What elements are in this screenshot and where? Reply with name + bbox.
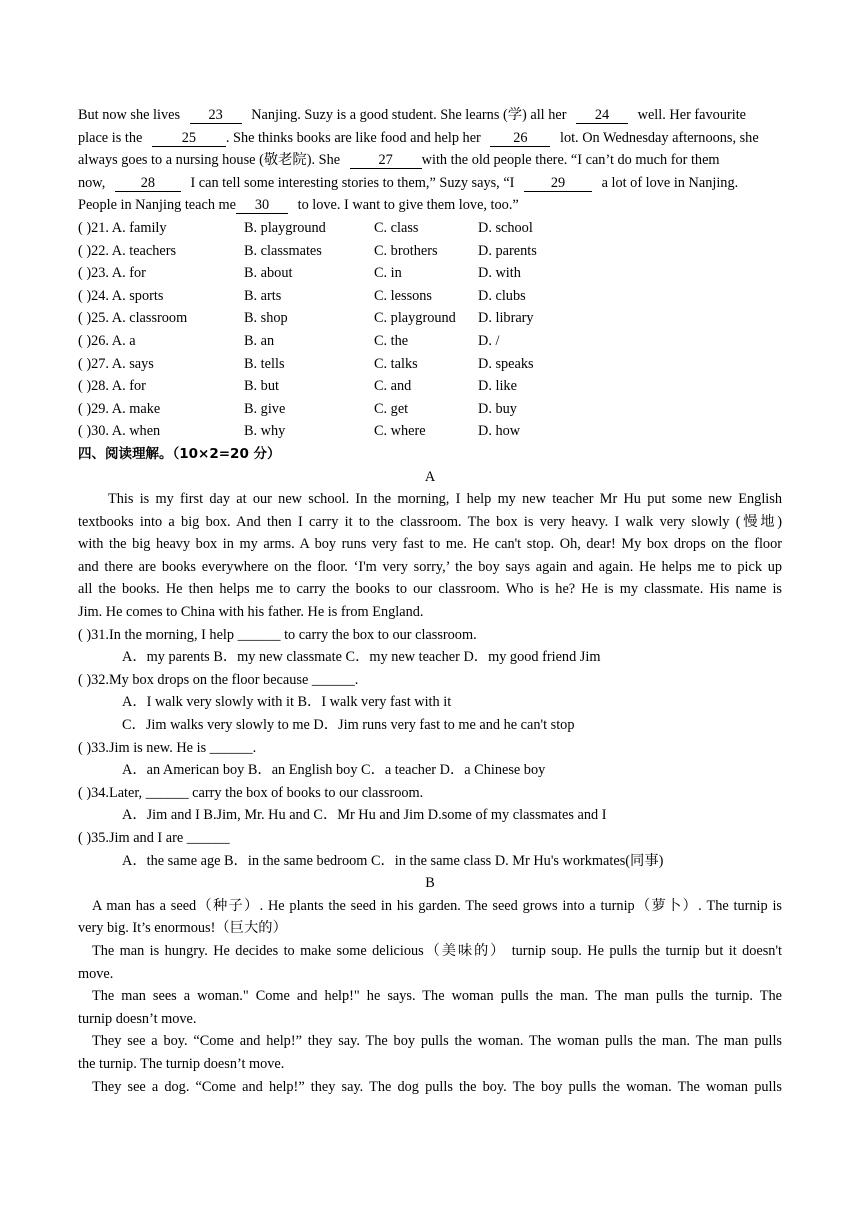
question-stem: ( )31.In the morning, I help ______ to carry the box to our classroom.	[78, 626, 477, 643]
option-d: D. speaks	[478, 355, 534, 372]
question-row	[78, 217, 782, 240]
option-c: C. where	[374, 423, 426, 440]
question-number-option-a: ( )30. A. when	[78, 423, 161, 440]
question-number-option-a: ( )22. A. teachers	[78, 242, 177, 259]
option-c: C. the	[374, 332, 409, 349]
option-d: D. clubs	[478, 287, 526, 304]
text: But now she lives	[78, 107, 181, 123]
section-heading: 四、阅读理解。（10×2=20 分）	[78, 445, 281, 462]
exam-page	[78, 104, 782, 1098]
text: to love. I want to give them love, too.”	[297, 197, 519, 214]
text: Nanjing. Suzy is a good student. She learns (学) all her	[251, 107, 567, 123]
text: People in Nanjing teach me	[78, 197, 237, 214]
option-d: D. buy	[478, 400, 517, 417]
option-b: B. classmates	[244, 242, 322, 259]
option-c: C. playground	[374, 310, 456, 327]
part-a-label: A	[424, 468, 436, 485]
text: always goes to a nursing house (敬老院). She	[78, 152, 341, 169]
text: lot. On Wednesday afternoons, she	[559, 129, 759, 146]
text: a lot of love in Nanjing.	[601, 174, 739, 191]
question-number-option-a: ( )23. A. for	[78, 265, 146, 282]
blank-29: 29	[524, 175, 592, 192]
question-row	[78, 285, 782, 308]
question-row	[78, 262, 782, 285]
passage-a-line: textbooks into a big box. And then I carry it to the classroom. The box is very heavy. I walk very slowly (慢地)	[78, 513, 782, 530]
blank-25: 25	[152, 130, 226, 147]
passage-b-line: They see a dog. “Come and help!” they say. The dog pulls the boy. The boy pulls the woman. The woman pulls	[92, 1078, 782, 1095]
question-row	[78, 353, 782, 376]
passage-a-line: all the books. He then helps me to carry the books to our classroom. Who is he? He is my classmate. His name is	[78, 581, 782, 598]
option-d: D. how	[478, 423, 521, 440]
passage-b-line: The man sees a woman." Come and help!" he says. The woman pulls the man. The man pulls the turnip. The	[92, 988, 782, 1005]
option-b: B. why	[244, 423, 286, 440]
option-b: B. tells	[244, 355, 285, 372]
option-b: B. arts	[244, 287, 282, 304]
question-stem: ( )35.Jim and I are ______	[78, 830, 230, 846]
passage-b-line: move.	[78, 965, 114, 982]
blank-23: 23	[190, 107, 242, 124]
question-row	[78, 420, 782, 443]
question-stem: ( )33.Jim is new. He is ______.	[78, 739, 257, 756]
option-b: B. playground	[244, 219, 326, 236]
passage-a-line: and there are books everywhere on the floor. ‘I'm very sorry,’ the boy says again and again. He helps me to pick up	[78, 558, 782, 575]
passage-a-line: This is my first day at our new school. In the morning, I help my new teacher Mr Hu put some new English	[108, 491, 782, 508]
text: well. Her favourite	[637, 107, 747, 123]
question-stem: ( )34.Later, ______ carry the box of books to our classroom.	[78, 784, 424, 801]
option-b: B. about	[244, 265, 293, 282]
question-number-option-a: ( )29. A. make	[78, 400, 161, 417]
question-options: A．Jim and I B.Jim, Mr. Hu and C．Mr Hu and Jim D.some of my classmates and I	[122, 807, 607, 824]
question-number-option-a: ( )21. A. family	[78, 219, 167, 236]
text: now,	[78, 174, 106, 191]
passage-b	[78, 895, 782, 1098]
text: I can tell some interesting stories to them,” Suzy says, “I	[190, 174, 515, 191]
passage-b-line: the turnip. The turnip doesn’t move.	[78, 1055, 285, 1072]
passage-b-line: They see a boy. “Come and help!” they say. The boy pulls the woman. The woman pulls the man. The man pulls	[92, 1033, 782, 1050]
questions-a	[78, 624, 782, 873]
passage-b-line: A man has a seed（种子）. He plants the seed in his garden. The seed grows into a turnip（萝卜）. The turnip is	[92, 897, 782, 914]
passage-b-line: turnip doesn’t move.	[78, 1010, 197, 1027]
cloze-questions	[78, 217, 782, 443]
option-c: C. brothers	[374, 242, 438, 259]
option-d: D. like	[478, 378, 517, 395]
option-c: C. talks	[374, 355, 418, 372]
question-number-option-a: ( )24. A. sports	[78, 287, 164, 304]
blank-28: 28	[115, 175, 181, 192]
question-options: A．an American boy B．an English boy C．a teacher D．a Chinese boy	[122, 762, 546, 779]
text: . She thinks books are like food and help her	[225, 129, 481, 146]
cloze-line-2	[78, 127, 782, 150]
passage-a	[78, 488, 782, 624]
question-number-option-a: ( )27. A. says	[78, 355, 154, 372]
option-d: D. parents	[478, 242, 537, 259]
question-number-option-a: ( )25. A. classroom	[78, 310, 188, 327]
option-d: D. /	[478, 332, 500, 349]
option-c: C. class	[374, 219, 419, 236]
option-c: C. and	[374, 378, 412, 395]
part-b-label: B	[425, 875, 435, 892]
option-c: C. in	[374, 265, 402, 282]
blank-27: 27	[350, 152, 422, 169]
question-row	[78, 307, 782, 330]
question-row	[78, 375, 782, 398]
passage-b-line: The man is hungry. He decides to make some delicious（美味的） turnip soup. He pulls the turnip but it doesn't	[92, 942, 782, 959]
cloze-line-1	[78, 104, 782, 127]
text: with the old people there. “I can’t do much for them	[421, 152, 720, 169]
option-d: D. with	[478, 265, 521, 282]
question-stem: ( )32.My box drops on the floor because ______.	[78, 671, 359, 688]
question-row	[78, 330, 782, 353]
passage-b-line: very big. It’s enormous!（巨大的）	[78, 920, 287, 937]
blank-24: 24	[576, 107, 628, 124]
question-options: A．the same age B．in the same bedroom C．in the same class D. Mr Hu's workmates(同事)	[122, 852, 664, 869]
question-options: A．I walk very slowly with it B．I walk very fast with it	[122, 694, 452, 711]
cloze-line-4	[78, 172, 782, 195]
option-b: B. give	[244, 400, 286, 417]
question-number-option-a: ( )26. A. a	[78, 332, 136, 349]
option-b: B. but	[244, 378, 279, 395]
option-c: C. lessons	[374, 287, 432, 304]
option-d: D. library	[478, 310, 534, 327]
question-options: C．Jim walks very slowly to me D．Jim runs very fast to me and he can't stop	[122, 717, 575, 734]
blank-26: 26	[490, 130, 550, 147]
question-row	[78, 398, 782, 421]
blank-30: 30	[236, 197, 288, 214]
option-b: B. shop	[244, 310, 288, 327]
question-number-option-a: ( )28. A. for	[78, 378, 146, 395]
option-c: C. get	[374, 400, 409, 417]
option-b: B. an	[244, 332, 275, 349]
question-row	[78, 240, 782, 263]
cloze-line-5	[78, 194, 782, 217]
passage-a-line: Jim. He comes to China with his father. He is from England.	[78, 604, 424, 621]
text: place is the	[78, 129, 143, 146]
option-d: D. school	[478, 219, 533, 236]
question-options: A．my parents B．my new classmate C．my new teacher D．my good friend Jim	[122, 649, 601, 666]
passage-a-line: with the big heavy box in my arms. A boy runs very fast to me. He can't stop. Oh, dear! My box drops on the floor	[78, 536, 782, 553]
cloze-line-3	[78, 149, 782, 172]
